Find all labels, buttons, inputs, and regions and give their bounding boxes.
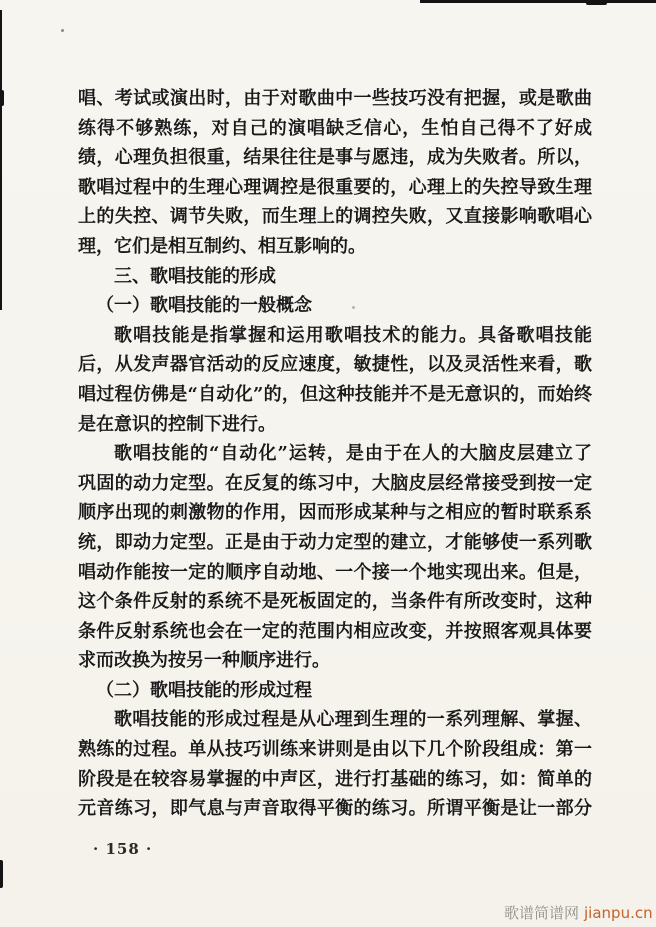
text-line: 阶段是在较容易掌握的中声区，进行打基础的练习，如：简单的 xyxy=(78,768,592,790)
text-line: 这个条件反射的系统不是死板固定的，当条件有所改变时，这种 xyxy=(78,591,592,613)
text-line: 理，它们是相互制约、相互影响的。 xyxy=(78,235,366,257)
text-line: 唱动作能按一定的顺序自动地、一个接一个地实现出来。但是， xyxy=(78,561,592,583)
text-line: 条件反射系统也会在一定的范围内相应改变，并按照客观具体要 xyxy=(78,620,592,642)
page-text xyxy=(78,84,592,824)
text-line: 是在意识的控制下进行。 xyxy=(78,413,276,435)
text-line: 绩，心理负担很重，结果往往是事与愿违，成为失败者。所以， xyxy=(78,147,592,169)
scan-artifact-top-edge xyxy=(420,0,656,3)
text-line: 练得不够熟练，对自己的演唱缺乏信心，生怕自己得不了好成 xyxy=(78,117,592,139)
text-line: 唱、考试或演出时，由于对歌曲中一些技巧没有把握，或是歌曲 xyxy=(78,88,592,109)
scan-artifact-left-blob xyxy=(0,90,4,106)
watermark-site-url: jianpu.cn xyxy=(584,904,653,922)
text-line: 熟练的过程。单从技巧训练来讲则是由以下几个阶段组成：第一 xyxy=(78,739,592,761)
text-line: 歌唱技能的“自动化”运转，是由于在人的大脑皮层建立了 xyxy=(114,443,592,465)
text-line: 歌唱过程中的生理心理调控是很重要的，心理上的失控导致生理 xyxy=(78,176,592,198)
section-heading: 三、歌唱技能的形成 xyxy=(114,265,276,287)
scan-artifact-top-blob xyxy=(586,0,607,5)
text-line: 歌唱技能是指掌握和运用歌唱技术的能力。具备歌唱技能 xyxy=(114,324,592,346)
text-line: 求而改换为按另一种顺序进行。 xyxy=(78,650,330,672)
text-line: 顺序出现的刺激物的作用，因而形成某种与之相应的暂时联系系 xyxy=(78,502,592,524)
scan-artifact-left-edge xyxy=(0,10,2,310)
text-line: 元音练习，即气息与声音取得平衡的练习。所谓平衡是让一部分 xyxy=(78,798,592,820)
scan-artifact-left-lower-mark xyxy=(0,860,3,888)
section-heading: （一）歌唱技能的一般概念 xyxy=(96,295,312,317)
text-line: 后，从发声器官活动的反应速度，敏捷性，以及灵活性来看，歌 xyxy=(78,354,592,376)
page-number: · 158 · xyxy=(93,840,153,858)
text-line: 歌唱技能的形成过程是从心理到生理的一系列理解、掌握、 xyxy=(114,709,592,731)
text-line: 巩固的动力定型。在反复的练习中，大脑皮层经常接受到按一定 xyxy=(78,472,592,494)
text-line: 统，即动力定型。正是由于动力定型的建立，才能够使一系列歌 xyxy=(78,531,592,553)
text-line: 唱过程仿佛是“自动化”的，但这种技能并不是无意识的，而始终 xyxy=(78,383,592,405)
watermark-site-name: 歌谱简谱网 xyxy=(504,904,580,922)
text-line: 上的失控、调节失败，而生理上的调控失败，又直接影响歌唱心 xyxy=(78,206,592,228)
section-heading: （二）歌唱技能的形成过程 xyxy=(96,679,312,701)
watermark xyxy=(504,902,653,923)
scan-speck xyxy=(61,29,64,32)
